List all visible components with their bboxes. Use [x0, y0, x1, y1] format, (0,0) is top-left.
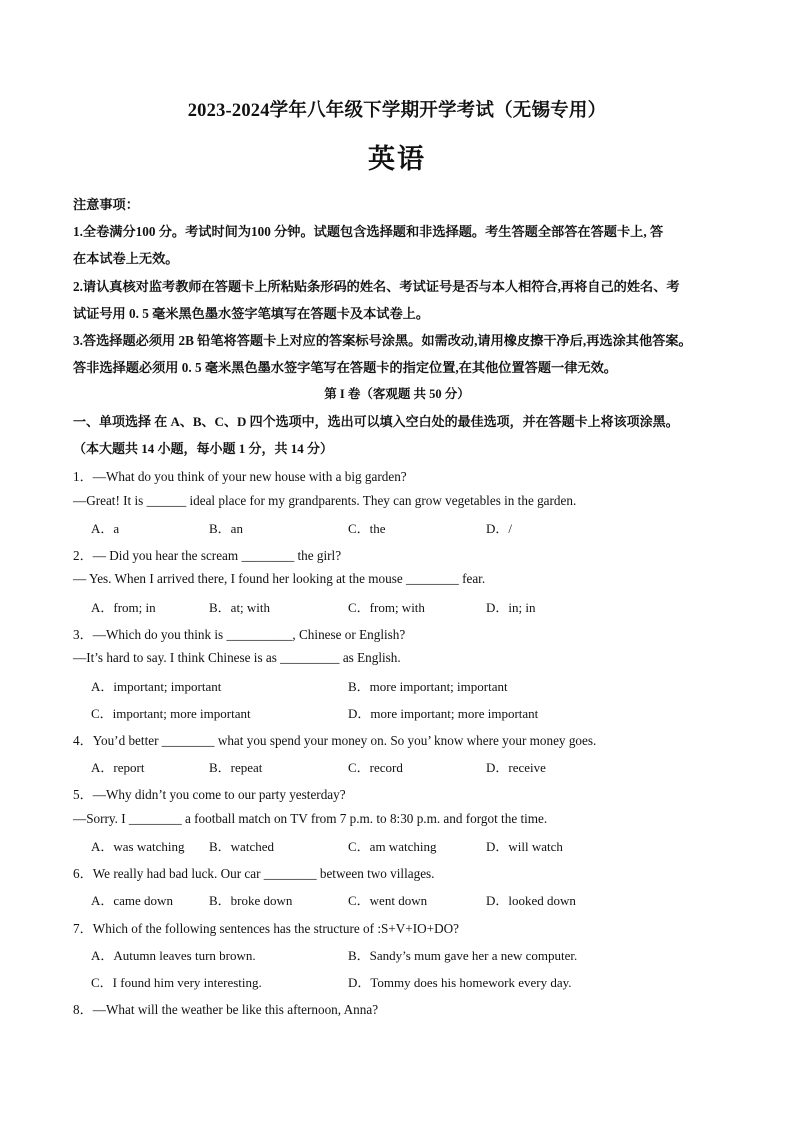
option-a[interactable]: A．important; important: [91, 679, 222, 694]
question-stem: —Great! It is ______ ideal place for my grandparents. They can grow vegetables in the garden.: [73, 493, 577, 508]
question-stem: —It’s hard to say. I think Chinese is as _________ as English.: [73, 650, 401, 665]
question-stem: 6．We really had bad luck. Our car ________ between two villages.: [73, 866, 435, 881]
question-stem: 1．—What do you think of your new house with a big garden?: [73, 469, 407, 484]
option-a[interactable]: A．report: [91, 760, 145, 775]
volume-heading: 第 I 卷（客观题 共 50 分）: [324, 387, 470, 401]
part-note: （本大题共 14 小题，每小题 1 分，共 14 分）: [73, 441, 334, 456]
option-d[interactable]: D．looked down: [486, 893, 576, 908]
option-c[interactable]: C．am watching: [348, 839, 437, 854]
question-stem: — Yes. When I arrived there, I found her looking at the mouse ________ fear.: [73, 571, 486, 586]
option-d[interactable]: D．Tommy does his homework every day.: [348, 975, 572, 990]
option-a[interactable]: A．was watching: [91, 839, 185, 854]
option-c[interactable]: C．went down: [348, 893, 428, 908]
option-b[interactable]: B．broke down: [209, 893, 293, 908]
option-a[interactable]: A．a: [91, 521, 120, 536]
option-c[interactable]: C．the: [348, 521, 386, 536]
exam-title: 2023-2024学年八年级下学期开学考试（无锡专用）: [187, 101, 607, 121]
question-stem: 7．Which of the following sentences has the structure of :S+V+IO+DO?: [73, 921, 459, 936]
option-a[interactable]: A．from; in: [91, 600, 156, 615]
option-d[interactable]: D．will watch: [486, 839, 563, 854]
option-a[interactable]: A．came down: [91, 893, 173, 908]
option-c[interactable]: C．I found him very interesting.: [91, 975, 262, 990]
question-stem: 3．—Which do you think is __________, Chinese or English?: [73, 627, 406, 642]
notice-line: 答非选择题必须用 0. 5 毫米黑色墨水签字笔写在答题卡的指定位置,在其他位置答题一律无效。: [73, 360, 617, 375]
option-b[interactable]: B．at; with: [209, 600, 271, 615]
option-d[interactable]: D．receive: [486, 760, 546, 775]
notice-line: 2.请认真核对监考教师在答题卡上所粘贴条形码的姓名、考试证号是否与本人相符合,再将自己的姓名、考: [73, 279, 680, 294]
part-title: 一、单项选择 在 A、B、C、D 四个选项中，选出可以填入空白处的最佳选项，并在答题卡上将该项涂黑。: [73, 414, 679, 429]
question-stem: —Sorry. I ________ a football match on TV from 7 p.m. to 8:30 p.m. and forgot the time.: [73, 811, 548, 826]
option-d[interactable]: D．more important; more important: [348, 706, 539, 721]
option-c[interactable]: C．important; more important: [91, 706, 251, 721]
question-stem: 4．You’d better ________ what you spend your money on. So you’ know where your money goes.: [73, 733, 597, 748]
option-a[interactable]: A．Autumn leaves turn brown.: [91, 948, 256, 963]
option-b[interactable]: B．Sandy’s mum gave her a new computer.: [348, 948, 578, 963]
option-d[interactable]: D．/: [486, 521, 513, 536]
question-stem: 2．— Did you hear the scream ________ the girl?: [73, 548, 342, 563]
notice-line: 1.全卷满分100 分。考试时间为100 分钟。试题包含选择题和非选择题。考生答题全部答在答题卡上, 答: [73, 224, 664, 239]
option-c[interactable]: C．from; with: [348, 600, 425, 615]
question-stem: 8．—What will the weather be like this afternoon, Anna?: [73, 1002, 379, 1017]
option-d[interactable]: D．in; in: [486, 600, 536, 615]
option-b[interactable]: B．repeat: [209, 760, 263, 775]
option-c[interactable]: C．record: [348, 760, 403, 775]
notice-line: 3.答选择题必须用 2B 铅笔将答题卡上对应的答案标号涂黑。如需改动,请用橡皮擦干净后,再选涂其他答案。: [73, 333, 692, 348]
notice-heading: 注意事项：: [73, 197, 139, 212]
question-stem: 5．—Why didn’t you come to our party yesterday?: [73, 787, 346, 802]
notice-line: 在本试卷上无效。: [73, 251, 179, 266]
option-b[interactable]: B．an: [209, 521, 243, 536]
option-b[interactable]: B．watched: [209, 839, 274, 854]
subject-title: 英语: [368, 144, 426, 174]
notice-line: 试证号用 0. 5 毫米黑色墨水签字笔填写在答题卡及本试卷上。: [73, 306, 430, 321]
option-b[interactable]: B．more important; important: [348, 679, 508, 694]
